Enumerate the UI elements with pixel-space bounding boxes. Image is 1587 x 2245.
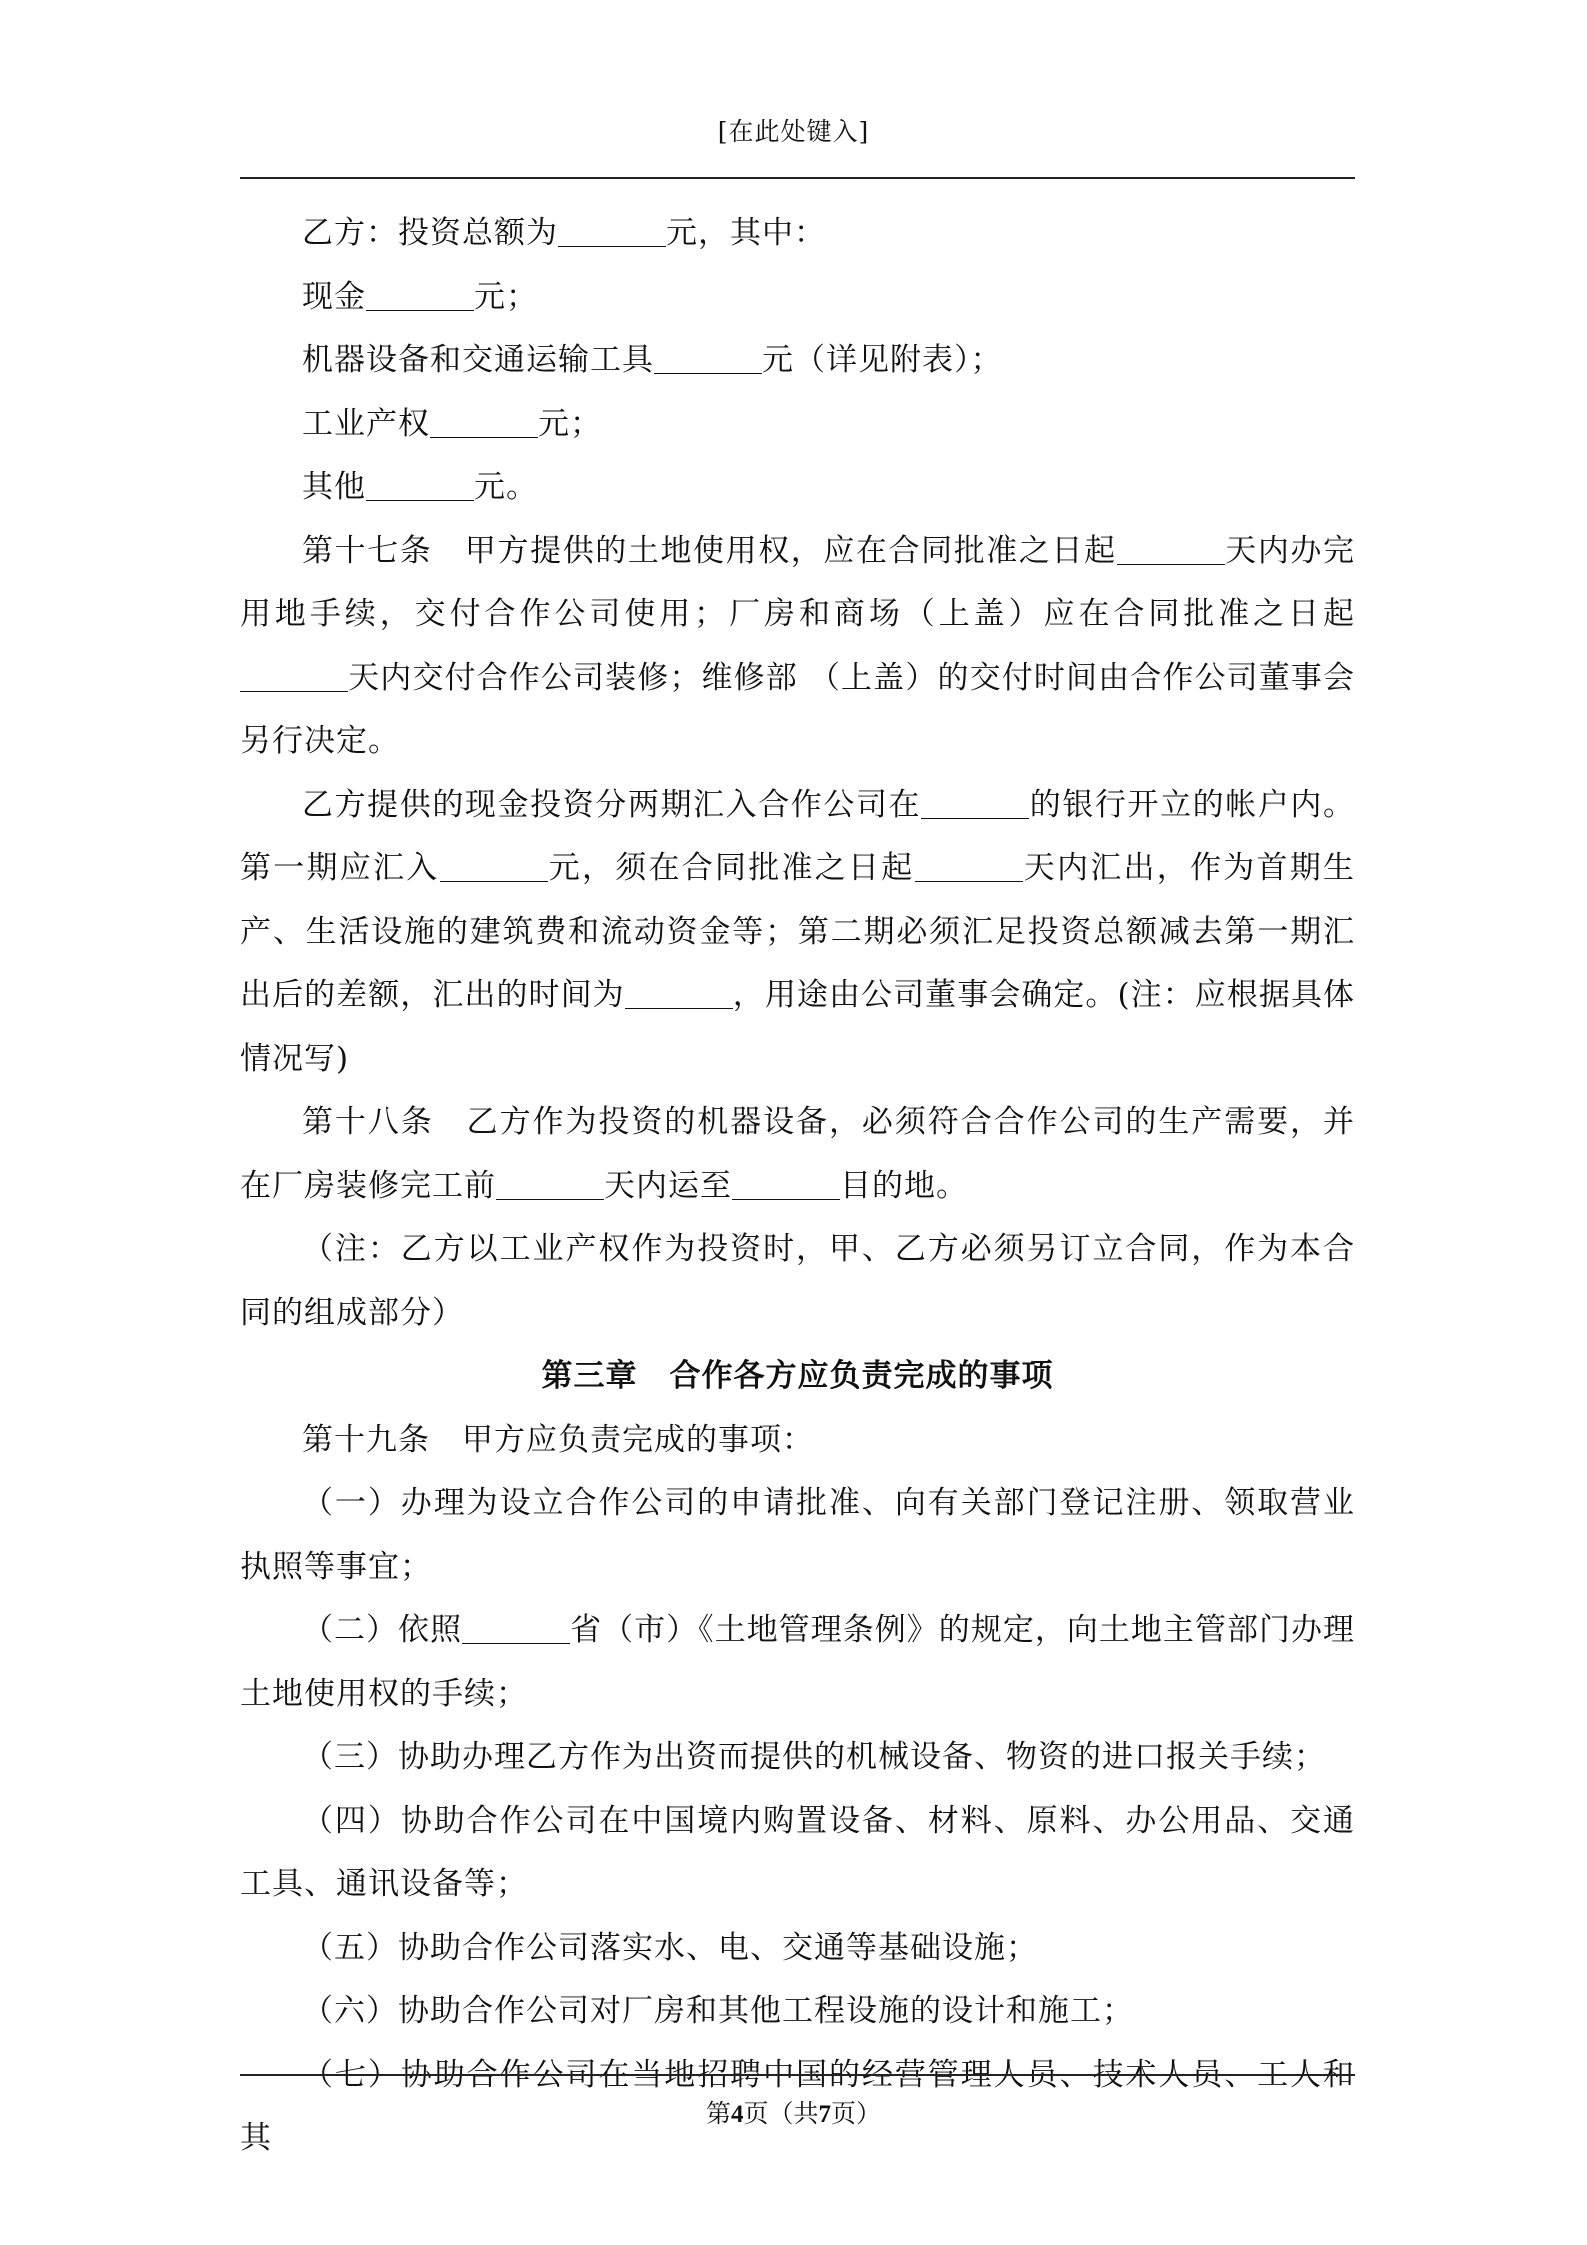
page-footer: 第4页（共7页） (705, 2099, 882, 2128)
blank-field (440, 853, 548, 882)
blank-field (915, 853, 1023, 882)
page-number: 4 (730, 2101, 744, 2128)
blank-field (732, 1171, 840, 1200)
blank-field (366, 282, 474, 311)
paragraph: 机器设备和交通运输工具 元（详见附表）； (302, 342, 1003, 378)
blank-field (558, 218, 666, 247)
list-item: （七）协助合作公司在当地招聘中国的经营管理人员、技术人员、工人和其 (240, 2056, 1355, 2156)
blank-field (430, 409, 538, 438)
list-item: （四）协助合作公司在中国境内购置设备、材料、原料、办公用品、交通工具、通讯设备等； (240, 1802, 1355, 1902)
header-divider (240, 177, 1355, 179)
article-19: 第十九条 甲方应负责完成的事项： (302, 1421, 814, 1458)
blank-field (462, 1615, 570, 1644)
blank-field (366, 472, 474, 501)
note-paragraph: （注：乙方以工业产权作为投资时，甲、乙方必须另订立合同，作为本合同的组成部分） (240, 1231, 1355, 1331)
document-body (240, 202, 1355, 2171)
list-item: （六）协助合作公司对厂房和其他工程设施的设计和施工； (302, 1993, 1134, 2029)
blank-field (1117, 536, 1225, 565)
paragraph: 乙方提供的现金投资分两期汇入合作公司在 的银行开立的帐户内。第一期应汇入 元，须在合同批准之日起 天内汇出，作为首期生产、生活设施的建筑费和流动资金等；第二期必须汇足投资总额减去第一期汇出后的差额，汇出的时间为 ，用途由公司董事会确定。(注：应根据具体情况写) (240, 786, 1356, 1077)
blank-field (654, 345, 762, 374)
blank-field (921, 790, 1029, 819)
blank-field (625, 980, 733, 1009)
list-item: （三）协助办理乙方作为出资而提供的机械设备、物资的进口报关手续； (302, 1739, 1326, 1775)
paragraph: 现金 元； (302, 278, 538, 315)
page-header: [在此处键入] (717, 117, 870, 146)
paragraph: 其他 元。 (302, 469, 538, 505)
chapter-title: 第三章 合作各方应负责完成的事项 (541, 1358, 1054, 1394)
total-pages: 7 (818, 2101, 831, 2128)
blank-field (240, 663, 348, 692)
paragraph: 乙方：投资总额为 元，其中： (302, 215, 826, 251)
article-17: 第十七条 甲方提供的土地使用权，应在合同批准之日起 天内办完用地手续，交付合作公司使用；厂房和商场（上盖）应在合同批准之日起天内交付合作公司装修；维修部 （上盖）的交付时间由合作公司董事会另行决定。 (240, 532, 1356, 759)
list-item: （一）办理为设立合作公司的申请批准、向有关部门登记注册、领取营业执照等事宜； (240, 1485, 1355, 1585)
list-item: （二）依照 省（市）《土地管理条例》的规定，向土地主管部门办理土地使用权的手续； (240, 1612, 1356, 1712)
article-18: 第十八条 乙方作为投资的机器设备，必须符合合作公司的生产需要，并在厂房装修完工前 天内运至 目的地。 (240, 1104, 1355, 1204)
footer-divider (240, 2074, 1355, 2076)
blank-field (496, 1171, 604, 1200)
list-item: （五）协助合作公司落实水、电、交通等基础设施； (302, 1929, 1038, 1966)
paragraph: 工业产权 元； (302, 405, 602, 442)
